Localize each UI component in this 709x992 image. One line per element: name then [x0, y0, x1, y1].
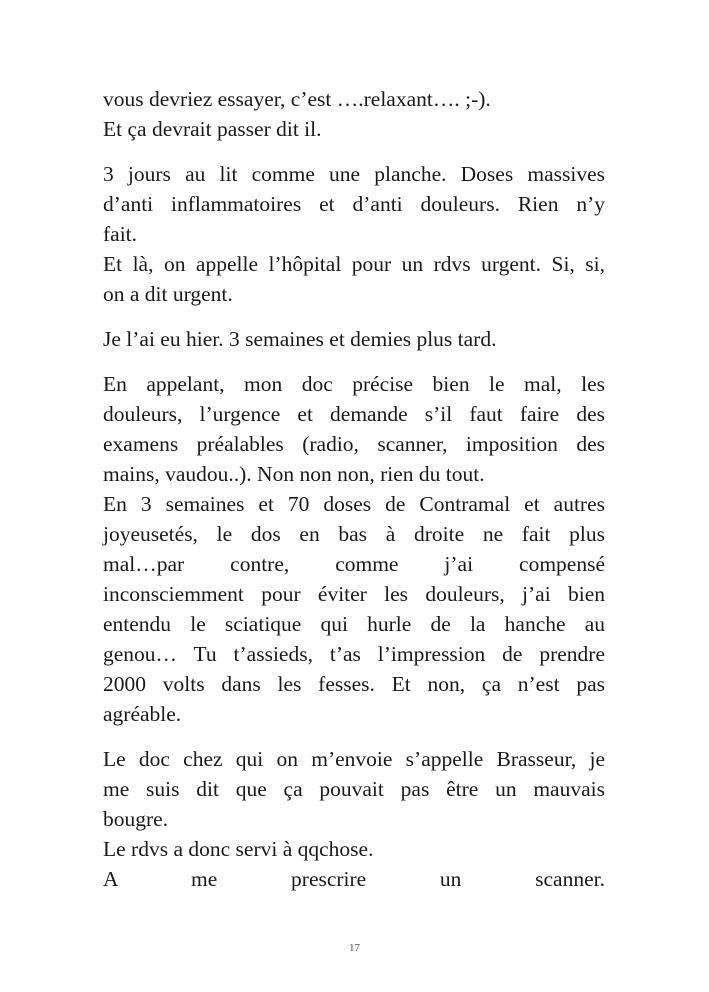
paragraph — [103, 159, 605, 309]
text-line: inconsciemment pour éviter les douleurs, j’ai bien — [103, 582, 605, 606]
paragraph — [103, 369, 605, 729]
text-line: agréable. — [103, 702, 182, 726]
paragraph — [103, 324, 605, 354]
text-line: genou… Tu t’assieds, t’as l’impression de prendre — [103, 642, 605, 666]
text-line: me suis dit que ça pouvait pas être un mauvais — [103, 777, 605, 801]
text-line: En appelant, mon doc précise bien le mal, les — [103, 372, 605, 396]
text-line: Et là, on appelle l’hôpital pour un rdvs urgent. Si, si, — [103, 252, 605, 276]
text-line: Le rdvs a donc servi à qqchose. — [103, 837, 374, 861]
paragraph — [103, 744, 605, 894]
text-line: d’anti inflammatoires et d’anti douleurs. Rien n’y — [103, 192, 605, 216]
text-line: douleurs, l’urgence et demande s’il faut faire des — [103, 402, 605, 426]
text-line: fait. — [103, 222, 138, 246]
paragraph — [103, 84, 605, 144]
text-line: Le doc chez qui on m’envoie s’appelle Brasseur, je — [103, 747, 605, 771]
text-line: mal…par contre, comme j’ai compensé — [103, 552, 605, 576]
text-line: 2000 volts dans les fesses. Et non, ça n’est pas — [103, 672, 605, 696]
text-line: examens préalables (radio, scanner, imposition des — [103, 432, 605, 456]
text-line: En 3 semaines et 70 doses de Contramal et autres — [103, 492, 605, 516]
text-line: joyeusetés, le dos en bas à droite ne fait plus — [103, 522, 605, 546]
text-line: Je l’ai eu hier. 3 semaines et demies plus tard. — [103, 327, 497, 351]
text-line: on a dit urgent. — [103, 282, 233, 306]
text-line: bougre. — [103, 807, 169, 831]
text-line: vous devriez essayer, c’est ….relaxant…. ;-). — [103, 87, 491, 111]
text-line: mains, vaudou..). Non non non, rien du tout. — [103, 462, 485, 486]
page-number: 17 — [349, 942, 360, 954]
document-body — [103, 84, 605, 894]
text-line: entendu le sciatique qui hurle de la hanche au — [103, 612, 605, 636]
text-line: Et ça devrait passer dit il. — [103, 117, 322, 141]
text-line: 3 jours au lit comme une planche. Doses massives — [103, 162, 605, 186]
text-line: A me prescrire un scanner. — [103, 867, 605, 891]
